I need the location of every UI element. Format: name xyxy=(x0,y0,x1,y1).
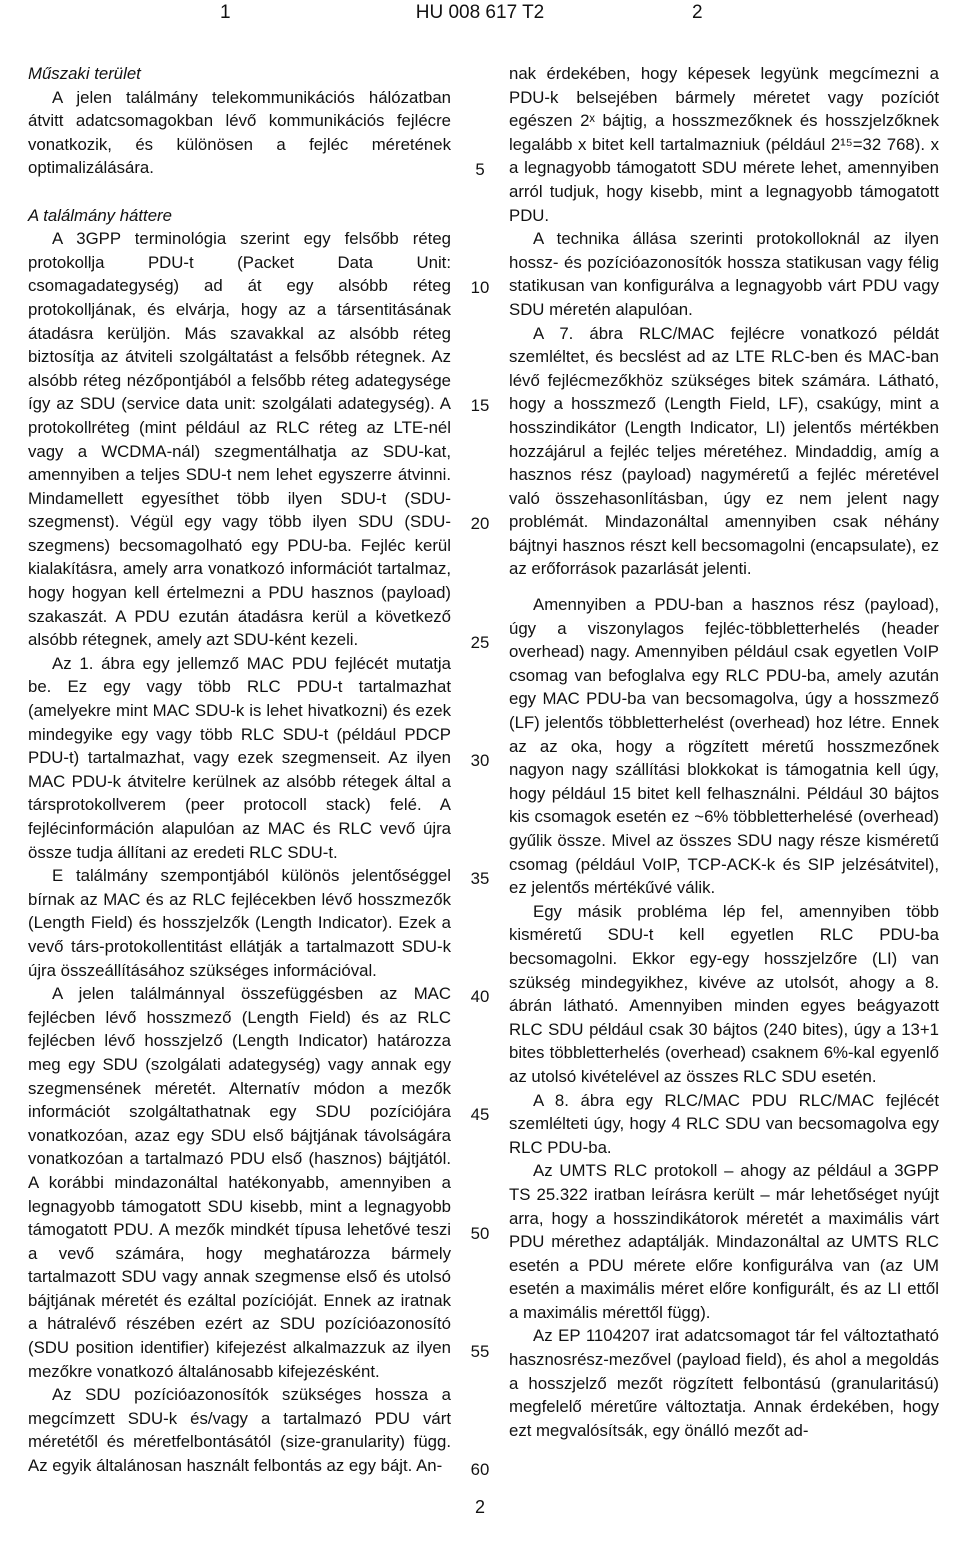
section-heading-background: A találmány háttere xyxy=(28,205,172,225)
left-page-number: 1 xyxy=(220,2,231,23)
line-number: 40 xyxy=(470,987,490,1006)
paragraph: A jelen találmánnyal összefüggésben az MAC fejlécben lévő hosszmező (Length Field) és az RLC fejlécben lévő hosszjelző (Length Indicator) határozza meg egy SDU (szolgálati adategység) vagy annak egy szegmensének méretét. Alternatív módon a mezők információt szolgáltathatnak egy SDU pozíciójára vonatkozóan, azaz egy SDU első bájtjának távolságára vonatkozóan a tartalmazó PDU első (hasznos) bájtjától. A korábbi mindazonáltal hatékonyabb, amennyiben a legnagyobb támogatott SDU kisebb, mint a legnagyobb támogatott PDU. A mezők mindkét típusa lehetővé teszi a vevő számára, hogy meghatározza bármely tartalmazott SDU vagy annak szegmense első és utolsó bájtjának méretét és ezáltal pozícióját. Ennek az iratnak a hátralévő részében ezért az SDU pozícióazonosító (SDU position identifier) kifejezést alkalmazzuk az ilyen mezőkre vonatkozó általánosabb kifejezésként. xyxy=(28,984,451,1381)
line-number: 60 xyxy=(470,1460,490,1479)
paragraph: A 8. ábra egy RLC/MAC PDU RLC/MAC fejlécét szemlélteti úgy, hogy 4 RLC SDU van becsomagolva egy RLC PDU-ba. xyxy=(509,1090,939,1157)
patent-number: HU 008 617 T2 xyxy=(415,2,545,23)
line-number: 15 xyxy=(470,396,490,415)
line-number: 45 xyxy=(470,1105,490,1124)
section-heading-technical-field: Műszaki terület xyxy=(28,64,141,83)
line-number: 20 xyxy=(470,514,490,533)
line-number: 35 xyxy=(470,869,490,888)
paragraph: Az SDU pozícióazonosítók szükséges hossza a megcímzett SDU-k és/vagy a tartalmazó PDU várt méretétől és méretfelbontásától (size-granularity) függ. Az egyik általánosan használt felbontás az egy bájt. An- xyxy=(28,1385,451,1476)
line-number: 25 xyxy=(470,633,490,652)
page-footer-number: 2 xyxy=(474,1497,485,1517)
right-column xyxy=(509,62,939,1442)
paragraph: A 3GPP terminológia szerint egy felsőbb réteg protokollja PDU-t (Packet Data Unit: csomagadategység) ad át egy alsóbb réteg protokolljának, és elvárja, hogy az a társentitásának átadásra kerüljön. Más szavakkal az alsóbb réteg biztosítja az átviteli szolgáltatást a felsőbb rétegnek. Az alsóbb réteg nézőpontjából a felsőbb réteg adategysége így az SDU (service data unit: szolgálati adategység). A protokollréteg (mint például az RLC réteg az LTE-nél vagy a WCDMA-nál) szegmentálhatja az SDU-kat, amennyiben a teljes SDU-t nem lehet egyszerre átvinni. Mindamellett egyesíthet több ilyen SDU-t (SDU-szegmenst). Végül egy vagy több ilyen SDU (SDU-szegmens) becsomagolható egy PDU-ba. Fejléc kerül kialakításra, amely arra vonatkozó információt tartalmaz, hogy hogyan kell értelmezni a PDU hasznos (payload) szakaszát. A PDU ezután átadásra kerül a következő alsóbb rétegnek, amely azt SDU-ként kezeli. xyxy=(28,229,451,650)
right-page-number: 2 xyxy=(692,2,703,23)
paragraph: Az UMTS RLC protokoll – ahogy az például a 3GPP TS 25.322 iratban leírásra került – már lehetőséget nyújt arra, hogy a hosszindikátorok méretét a maximális várt PDU mérethez adaptálják. Mindazonáltal az UMTS RLC esetén a PDU mérete előre konfigurálva van (az UM esetén a maximális méret előre konfigurált, és az LI ettől a maximális mérettől függ). xyxy=(509,1161,939,1322)
line-number: 50 xyxy=(470,1224,490,1243)
paragraph: A 7. ábra RLC/MAC fejlécre vonatkozó példát szemléltet, és becslést ad az LTE RLC-ben és MAC-ban lévő fejlécmezőkhöz szükséges bitek számára. Látható, hogy a hosszmező (Length Field, LF), csakúgy, mint a hosszindikátor (Length Indicator, LI) jelentős mértékben hozzájárul a fejléc teljes méretéhez. Mindaddig, amíg a hasznos rész (payload) nagyméretű a fejléc méretével való összehasonlításban, úgy ez nem jelent nagy problémát. Mindazonáltal amennyiben csak néhány bájtnyi hasznos részt kell becsomagolni (encapsulate), ez az erőforrások pazarlását jelenti. xyxy=(509,323,939,579)
paragraph: Amennyiben a PDU-ban a hasznos rész (payload), úgy a viszonylagos fejléc-többletterhelés (header overhead) nagy. Amennyiben például csak egyetlen VoIP csomag van befoglalva egy RLC PDU-ba, amely azután egy MAC PDU-ba van becsomagolva, úgy a hosszmező (LF) jelentős többletterhelést (overhead) hoz létre. Ennek az az oka, hogy a rögzített méretű hosszmezőnek nagyon nagy szállítási blokkokat is támogatnia kell úgy, hogy például 15 bitet kell felhasználni. Például 30 bájtos kis csomagok esetén ez ~6% többletterhelésé (overhead) gyűlik össze. Mivel az összes SDU nagy része kisméretű csomag (például VoIP, TCP-ACK-k és SIP jelzésátvitel), ez jelentős mértékűvé válik. xyxy=(509,595,939,898)
paragraph: Egy másik probléma lép fel, amennyiben több kisméretű SDU-t kell egyetlen RLC PDU-ba becsomagolni. Ekkor egy-egy hosszjelzőre (LI) van szükség mindegyikhez, kivéve az utolsót, ahogy a 8. ábrán látható. Amennyiben minden egyes beágyazott RLC SDU például csak 30 bájtos (240 bites), úgy a 13+1 bites többletterhelés (overhead) csaknem 6%-kal egyenlő az utolsó kivételével az összes RLC SDU esetén. xyxy=(509,901,939,1086)
paragraph: nak érdekében, hogy képesek legyünk megcímezni a PDU-k belsejében bármely méretet vagy pozíciót egészen 2ˣ bájtig, a hosszmezőknek és hosszjelzőknek legalább x bitet kell tartalmazniuk (például 2¹⁵=32 768). x a legnagyobb támogatott SDU mérete lehet, amennyiben arról tudjuk, hogy kisebb, mint a legnagyobb támogatott PDU. xyxy=(509,64,939,225)
left-column xyxy=(28,62,451,1478)
paragraph: E találmány szempontjából különös jelentőséggel bírnak az MAC és az RLC fejlécekben lévő hosszmezők (Length Field) és hosszjelzők (Length Indicator). Ezek a vevő társ-protokollentitást ellátják a tartalmazott SDU-k újra összeállításához szükséges információval. xyxy=(28,866,451,980)
paragraph: Az EP 1104207 irat adatcsomagot tár fel változtatható hasznosrész-mezővel (payload field), és ahol a megoldás a hosszjelző mezőt rögzített felbontású (granularitású) megfelelő méretűre változtatja. Annak érdekében, hogy ezt megvalósítsák, egy önálló mezőt ad- xyxy=(509,1326,939,1440)
line-number: 55 xyxy=(470,1342,490,1361)
line-number: 10 xyxy=(470,278,490,297)
line-number: 5 xyxy=(475,160,485,179)
paragraph: A jelen találmány telekommunikációs hálózatban átvitt adatcsomagokban lévő kommunikációs fejlécre vonatkozik, és különösen a fejléc méretének optimalizálására. xyxy=(28,87,451,178)
paragraph: A technika állása szerinti protokolloknál az ilyen hossz- és pozícióazonosítók hossza statikusan vagy félig statikusan van konfigurálva a legnagyobb várt PDU vagy SDU méretén alapulóan. xyxy=(509,229,939,319)
line-number: 30 xyxy=(470,751,490,770)
paragraph: Az 1. ábra egy jellemző MAC PDU fejlécét mutatja be. Ez egy vagy több RLC PDU-t tartalmazhat (amelyekre mint MAC SDU-k is lehet hivatkozni) és ezek mindegyike egy vagy több RLC SDU-t (például PDCP PDU-t) tartalmazhat, vagy ezek szegmenseit. Az ilyen MAC PDU-k átvitelre kerülnek az alsóbb rétegek által a társprotokollverem (peer protocoll stack) felé. A fejlécinformáción alapulóan az MAC és RLC vevő újra össze tudja állítani az eredeti RLC SDU-t. xyxy=(28,653,451,862)
